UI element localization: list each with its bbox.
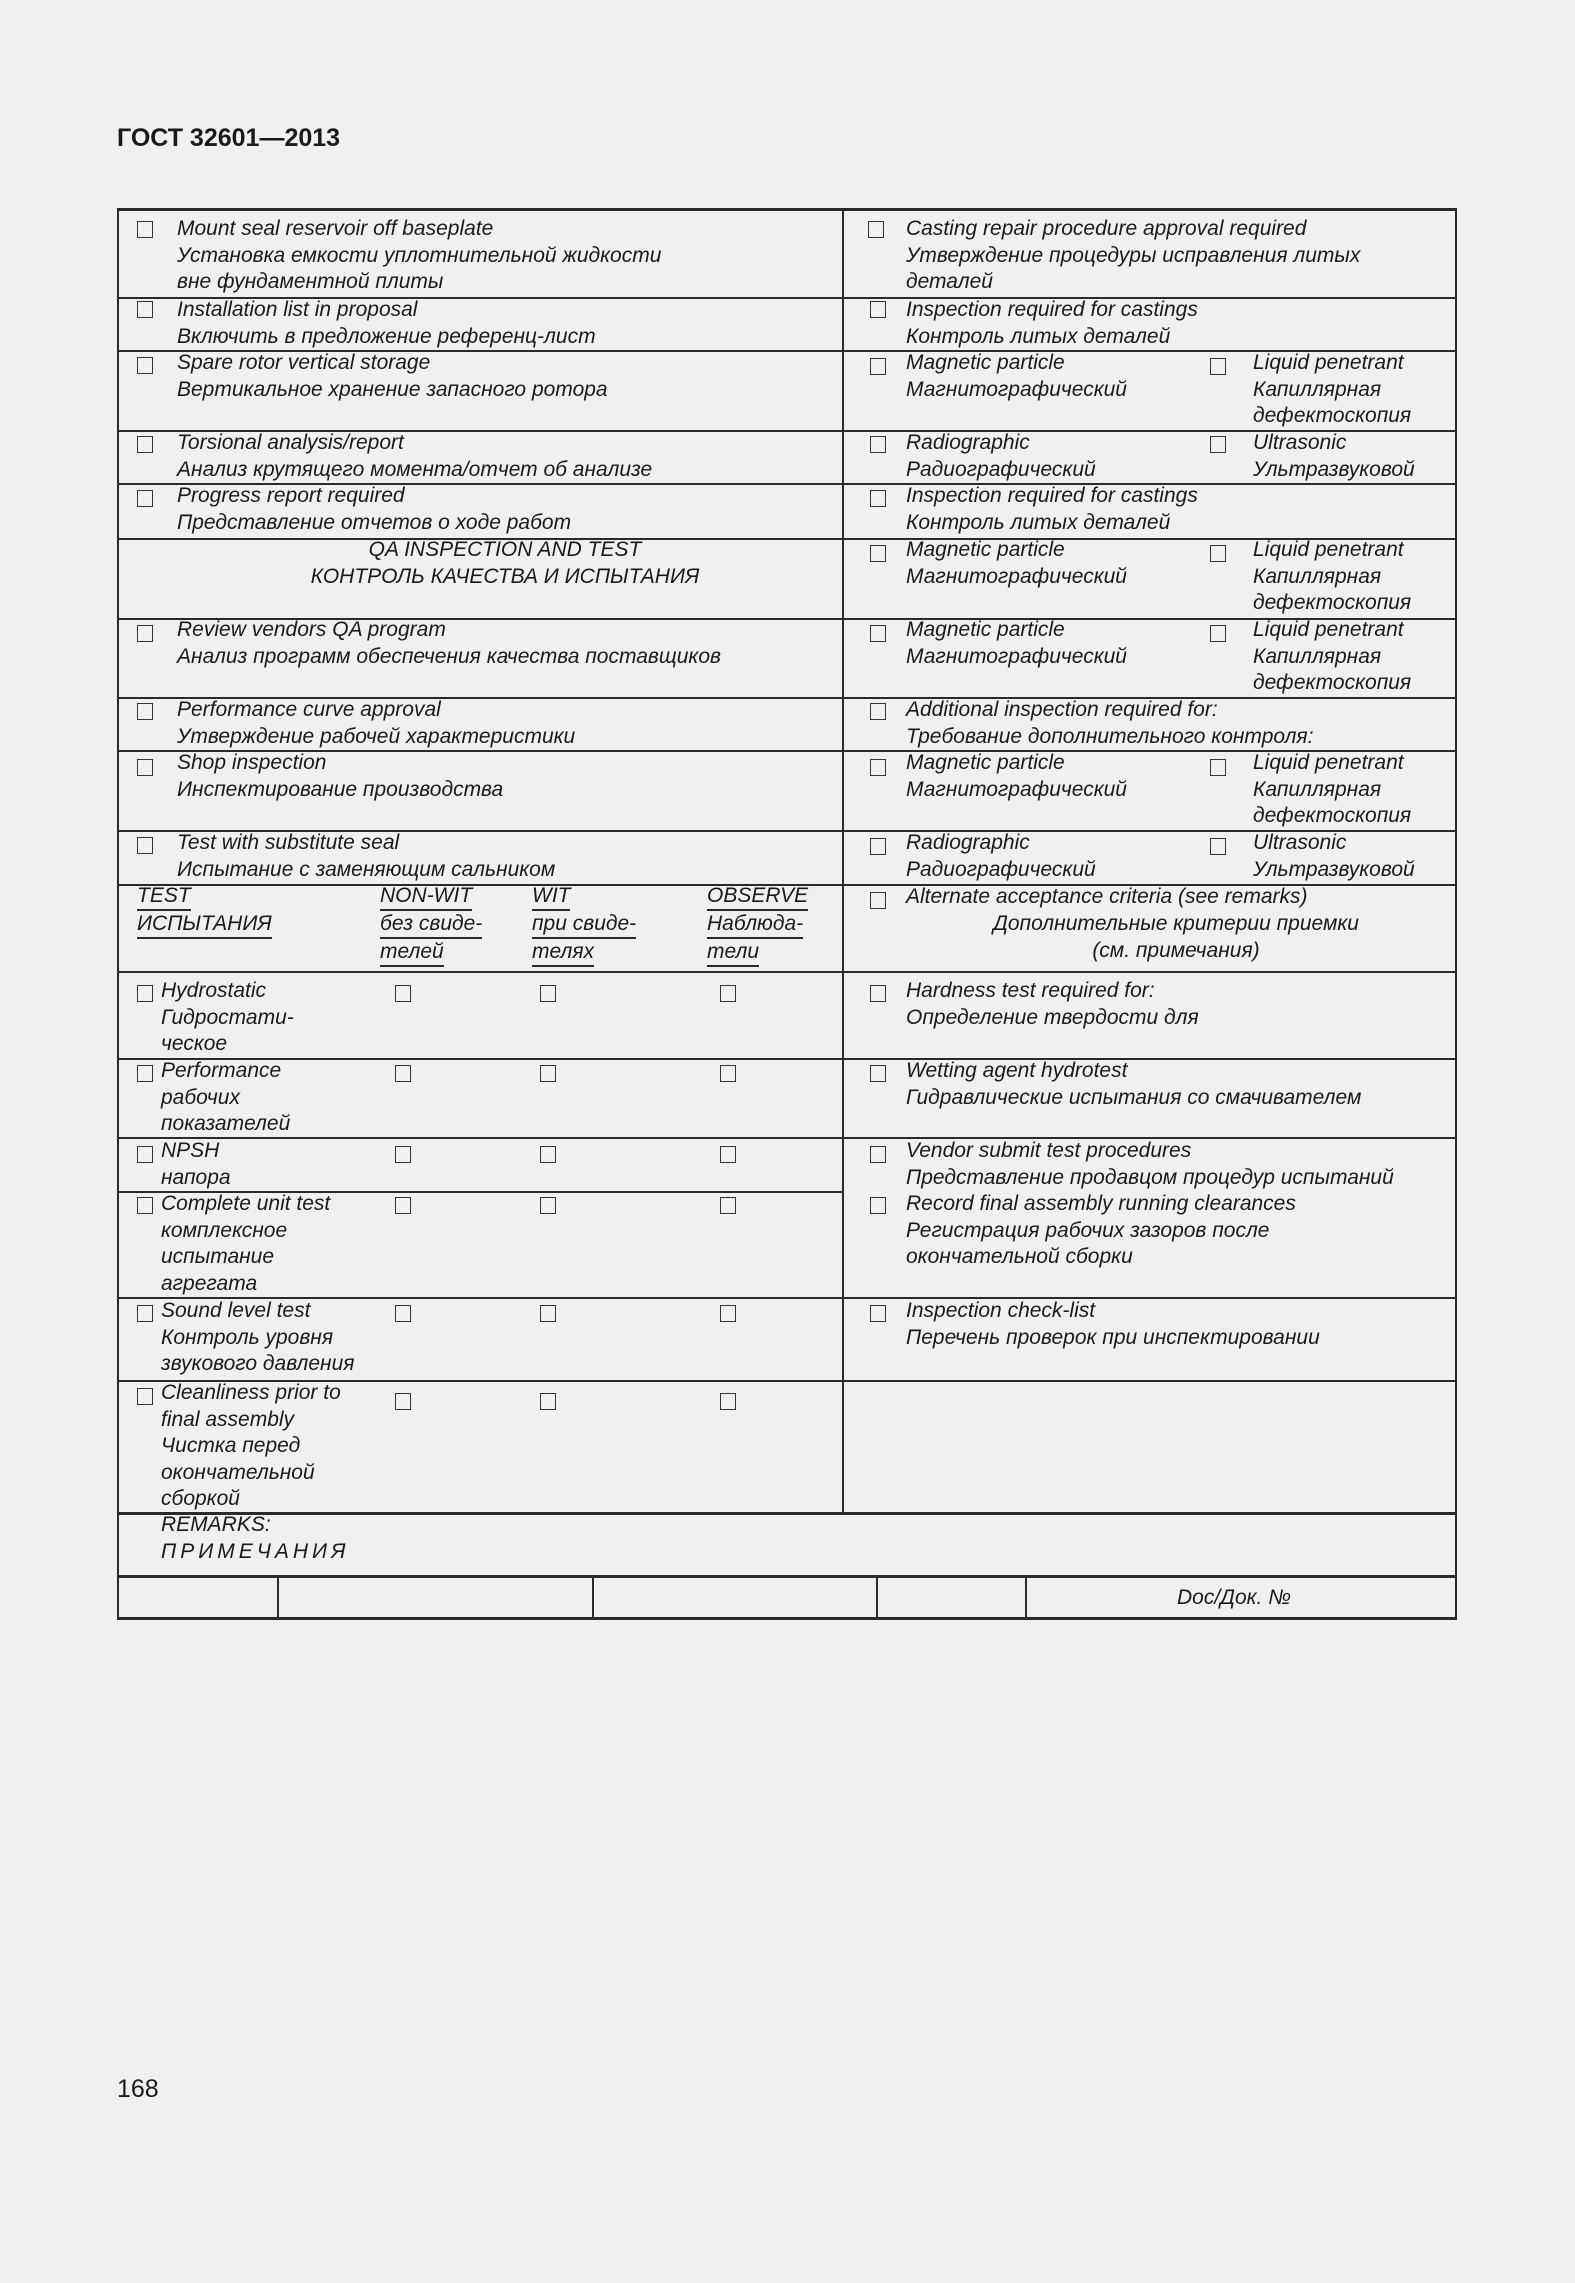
- nonwit-checkbox[interactable]: [395, 1393, 411, 1410]
- label-en: Inspection check-list: [906, 1299, 1096, 1322]
- label-ru: Магнитографический: [906, 777, 1127, 801]
- left-row-1: [177, 216, 661, 296]
- label-en: Radiographic: [906, 831, 1030, 854]
- label-ru: Определение твердости для: [906, 1005, 1199, 1029]
- label-line: Hydrostatic: [161, 979, 267, 1002]
- ultrasonic: [1253, 430, 1415, 483]
- header-en: TEST: [137, 883, 191, 911]
- checkbox[interactable]: [137, 625, 153, 642]
- label-en: Magnetic particle: [906, 751, 1065, 774]
- checkbox[interactable]: [137, 357, 153, 374]
- label-line: Чистка перед: [161, 1434, 301, 1457]
- label-en: Liquid penetrant: [1253, 618, 1404, 641]
- label-line: агрегата: [161, 1271, 258, 1295]
- qa-heading: [230, 537, 780, 590]
- test-column-header: [137, 883, 272, 939]
- header-ru-cont: телей: [380, 939, 444, 967]
- checkbox[interactable]: [137, 837, 153, 854]
- label-line: ческое: [161, 1032, 228, 1055]
- label-ru: КОНТРОЛЬ КАЧЕСТВА И ИСПЫТАНИЯ: [310, 564, 700, 588]
- checkbox[interactable]: [870, 490, 886, 507]
- label-ru: Регистрация рабочих зазоров после: [906, 1218, 1270, 1242]
- label-en: Performance curve approval: [177, 698, 441, 721]
- ultrasonic-checkbox[interactable]: [1210, 838, 1226, 855]
- checkbox[interactable]: [870, 1197, 886, 1214]
- label-ru: Дополнительные критерии приемки: [993, 912, 1359, 935]
- label-ru-cont: вне фундаментной плиты: [177, 270, 444, 293]
- header-ru-cont: тели: [707, 939, 759, 967]
- radiographic-checkbox[interactable]: [870, 436, 886, 453]
- label-ru: Вертикальное хранение запасного ротора: [177, 377, 608, 401]
- label-en: Magnetic particle: [906, 618, 1065, 641]
- checkbox[interactable]: [137, 221, 153, 238]
- label-ru: Магнитографический: [906, 377, 1127, 401]
- left-row-7: [177, 617, 721, 670]
- right-row-1: [906, 216, 1360, 296]
- inspection-checklist: [906, 1298, 1320, 1351]
- checkbox[interactable]: [137, 436, 153, 453]
- record-clearances: [906, 1191, 1296, 1271]
- checkbox[interactable]: [870, 703, 886, 720]
- label-ru-cont: дефектоскопия: [1253, 804, 1412, 827]
- label-en: Spare rotor vertical storage: [177, 351, 431, 374]
- label-en: QA INSPECTION AND TEST: [368, 538, 642, 561]
- alternate-acceptance: [906, 884, 1308, 911]
- label-en: Magnetic particle: [906, 538, 1065, 561]
- wit-column-header: [532, 883, 636, 967]
- label-ru: Капиллярная: [1253, 644, 1382, 668]
- observe-checkbox[interactable]: [720, 1197, 736, 1214]
- right-row-2: [906, 297, 1198, 350]
- label-en: Inspection required for castings: [906, 298, 1198, 321]
- checkbox[interactable]: [137, 1065, 153, 1082]
- label-en: Mount seal reservoir off baseplate: [177, 217, 494, 240]
- label-en: Radiographic: [906, 431, 1030, 454]
- label-en: Ultrasonic: [1253, 831, 1347, 854]
- checkbox[interactable]: [137, 1146, 153, 1163]
- checkbox[interactable]: [870, 985, 886, 1002]
- label-ru: Установка емкости уплотнительной жидкости: [177, 243, 662, 267]
- observe-checkbox[interactable]: [720, 985, 736, 1002]
- label-line: показателей: [161, 1112, 291, 1135]
- header-ru: при свиде-: [532, 911, 636, 939]
- label-ru: Представление продавцом процедур испытаний: [906, 1165, 1394, 1189]
- left-row-2: [177, 297, 596, 350]
- label-line: напора: [161, 1165, 231, 1189]
- liquid-penetrant: [1253, 617, 1411, 697]
- magnetic-particle-checkbox[interactable]: [870, 625, 886, 642]
- label-ru-cont: дефектоскопия: [1253, 671, 1412, 694]
- header-ru: ИСПЫТАНИЯ: [137, 911, 272, 939]
- label-ru: Перечень проверок при инспектировании: [906, 1325, 1320, 1349]
- nonwit-checkbox[interactable]: [395, 1146, 411, 1163]
- nonwit-column-header: [380, 883, 482, 967]
- label-ru: Магнитографический: [906, 564, 1127, 588]
- label-en: Shop inspection: [177, 751, 327, 774]
- remarks-label-en: REMARKS:: [161, 1513, 271, 1536]
- checkbox[interactable]: [137, 985, 153, 1002]
- checkbox[interactable]: [137, 301, 153, 318]
- radiographic: [906, 430, 1096, 483]
- label-ru: Анализ крутящего момента/отчет об анализе: [177, 457, 653, 481]
- label-en: Record final assembly running clearances: [906, 1192, 1296, 1215]
- label-line: Гидростати-: [161, 1005, 294, 1029]
- header-ru: Наблюда-: [707, 911, 803, 939]
- label-ru-cont: дефектоскопия: [1253, 591, 1412, 614]
- wit-checkbox[interactable]: [540, 985, 556, 1002]
- label-line: рабочих: [161, 1085, 240, 1109]
- header-ru: без свиде-: [380, 911, 482, 939]
- label-ru: Требование дополнительного контроля:: [906, 724, 1314, 748]
- nonwit-checkbox[interactable]: [395, 1065, 411, 1082]
- label-en: Hardness test required for:: [906, 979, 1155, 1002]
- label-en: Vendor submit test procedures: [906, 1139, 1192, 1162]
- label-en: Additional inspection required for:: [906, 698, 1218, 721]
- left-row-4: [177, 430, 652, 483]
- label-line: Контроль уровня: [161, 1325, 334, 1349]
- label-en: Liquid penetrant: [1253, 351, 1404, 374]
- label-en: Liquid penetrant: [1253, 751, 1404, 774]
- header-en: WIT: [532, 883, 570, 911]
- nonwit-checkbox[interactable]: [395, 985, 411, 1002]
- test-row-cleanliness: [161, 1380, 341, 1513]
- left-row-10: [177, 830, 555, 883]
- label-en: Progress report required: [177, 484, 405, 507]
- liquid-penetrant-checkbox[interactable]: [1210, 625, 1226, 642]
- left-row-5: [177, 483, 571, 536]
- label-ru: Контроль литых деталей: [906, 324, 1171, 348]
- label-ru: Ультразвуковой: [1253, 857, 1415, 881]
- label-en: Alternate acceptance criteria (see remarks): [906, 885, 1308, 908]
- liquid-penetrant: [1253, 750, 1411, 830]
- liquid-penetrant: [1253, 537, 1411, 617]
- liquid-penetrant-checkbox[interactable]: [1210, 759, 1226, 776]
- label-ru: Включить в предложение референц-лист: [177, 324, 596, 348]
- right-row-5: [906, 483, 1198, 536]
- label-ru: Капиллярная: [1253, 564, 1382, 588]
- label-ru-cont: дефектоскопия: [1253, 404, 1412, 427]
- liquid-penetrant: [1253, 350, 1411, 430]
- wetting-agent: [906, 1058, 1361, 1111]
- label-ru-cont: (см. примечания): [1092, 938, 1260, 962]
- test-row-hydrostatic: [161, 978, 294, 1058]
- remarks-label-ru: ПРИМЕЧАНИЯ: [161, 1539, 350, 1563]
- test-row-npsh: [161, 1138, 231, 1191]
- magnetic-particle: [906, 350, 1127, 403]
- ultrasonic-checkbox[interactable]: [1210, 436, 1226, 453]
- magnetic-particle-checkbox[interactable]: [870, 358, 886, 375]
- observe-checkbox[interactable]: [720, 1393, 736, 1410]
- label-line: сборкой: [161, 1487, 240, 1510]
- label-en: Liquid penetrant: [1253, 538, 1404, 561]
- ultrasonic: [1253, 830, 1415, 883]
- label-ru-cont: окончательной сборки: [906, 1245, 1133, 1268]
- label-ru: Испытание с заменяющим сальником: [177, 857, 556, 881]
- radiographic: [906, 830, 1096, 883]
- label-en: Magnetic particle: [906, 351, 1065, 374]
- remarks: [161, 1512, 349, 1565]
- label-ru: Ультразвуковой: [1253, 457, 1415, 481]
- observe-checkbox[interactable]: [720, 1305, 736, 1322]
- label-ru: Контроль литых деталей: [906, 510, 1171, 534]
- nonwit-checkbox[interactable]: [395, 1305, 411, 1322]
- label-line: испытание: [161, 1245, 275, 1268]
- label-line: NPSH: [161, 1139, 220, 1162]
- label-ru: Утверждение процедуры исправления литых: [906, 243, 1361, 267]
- label-ru: Представление отчетов о ходе работ: [177, 510, 572, 534]
- test-row-performance: [161, 1058, 290, 1138]
- doc-number-label: Doc/Док. №: [1177, 1586, 1291, 1609]
- label-ru: Капиллярная: [1253, 377, 1382, 401]
- checkbox[interactable]: [870, 1065, 886, 1082]
- left-row-8: [177, 697, 575, 750]
- label-en: Test with substitute seal: [177, 831, 400, 854]
- label-ru: Магнитографический: [906, 644, 1127, 668]
- label-en: Inspection required for castings: [906, 484, 1198, 507]
- label-en: Torsional analysis/report: [177, 431, 404, 454]
- left-row-3: [177, 350, 608, 403]
- document-header: ГОСТ 32601—2013: [117, 124, 341, 152]
- checkbox[interactable]: [868, 221, 884, 238]
- label-ru: Утверждение рабочей характеристики: [177, 724, 576, 748]
- label-line: final assembly: [161, 1407, 295, 1431]
- label-en: Casting repair procedure approval required: [906, 217, 1307, 240]
- checkbox[interactable]: [870, 301, 886, 318]
- wit-checkbox[interactable]: [540, 1065, 556, 1082]
- magnetic-particle: [906, 750, 1127, 803]
- alternate-acceptance-ru: [906, 911, 1446, 964]
- header-en: OBSERVE: [707, 883, 808, 911]
- wit-checkbox[interactable]: [540, 1393, 556, 1410]
- right-row-8: [906, 697, 1313, 750]
- checkbox[interactable]: [137, 1305, 153, 1322]
- page-number: 168: [117, 2075, 159, 2103]
- header-en: NON-WIT: [380, 883, 472, 911]
- checkbox[interactable]: [137, 703, 153, 720]
- label-en: Wetting agent hydrotest: [906, 1059, 1128, 1082]
- label-line: окончательной: [161, 1460, 315, 1484]
- liquid-penetrant-checkbox[interactable]: [1210, 545, 1226, 562]
- label-en: Review vendors QA program: [177, 618, 446, 641]
- label-ru: Капиллярная: [1253, 777, 1382, 801]
- checkbox[interactable]: [137, 1197, 153, 1214]
- hardness-test: [906, 978, 1199, 1031]
- label-ru-cont: деталей: [906, 270, 993, 293]
- label-ru: Радиографический: [906, 857, 1096, 881]
- vendor-submit: [906, 1138, 1394, 1191]
- nonwit-checkbox[interactable]: [395, 1197, 411, 1214]
- magnetic-particle-checkbox[interactable]: [870, 759, 886, 776]
- observe-column-header: [707, 883, 808, 967]
- checkbox[interactable]: [870, 1146, 886, 1163]
- checkbox[interactable]: [137, 490, 153, 507]
- label-en: Ultrasonic: [1253, 431, 1347, 454]
- wit-checkbox[interactable]: [540, 1146, 556, 1163]
- test-row-sound-level: [161, 1298, 354, 1378]
- liquid-penetrant-checkbox[interactable]: [1210, 358, 1226, 375]
- left-row-9: [177, 750, 503, 803]
- observe-checkbox[interactable]: [720, 1146, 736, 1163]
- label-line: Performance: [161, 1059, 282, 1082]
- label-ru: Инспектирование производства: [177, 777, 504, 801]
- label-en: Installation list in proposal: [177, 298, 418, 321]
- label-ru: Радиографический: [906, 457, 1096, 481]
- label-line: звукового давления: [161, 1352, 355, 1375]
- label-ru: Гидравлические испытания со смачивателем: [906, 1085, 1362, 1109]
- radiographic-checkbox[interactable]: [870, 838, 886, 855]
- magnetic-particle: [906, 537, 1127, 590]
- test-row-complete-unit: [161, 1191, 330, 1297]
- wit-checkbox[interactable]: [540, 1305, 556, 1322]
- wit-checkbox[interactable]: [540, 1197, 556, 1214]
- observe-checkbox[interactable]: [720, 1065, 736, 1082]
- label-line: Sound level test: [161, 1299, 311, 1322]
- label-line: Complete unit test: [161, 1192, 331, 1215]
- checkbox[interactable]: [137, 1388, 153, 1405]
- label-line: комплексное: [161, 1218, 288, 1242]
- label-line: Cleanliness prior to: [161, 1381, 341, 1404]
- checkbox[interactable]: [870, 1305, 886, 1322]
- magnetic-particle: [906, 617, 1127, 670]
- label-ru: Анализ программ обеспечения качества поставщиков: [177, 644, 721, 668]
- header-ru-cont: телях: [532, 939, 594, 967]
- checkbox[interactable]: [870, 892, 886, 909]
- checkbox[interactable]: [137, 759, 153, 776]
- magnetic-particle-checkbox[interactable]: [870, 545, 886, 562]
